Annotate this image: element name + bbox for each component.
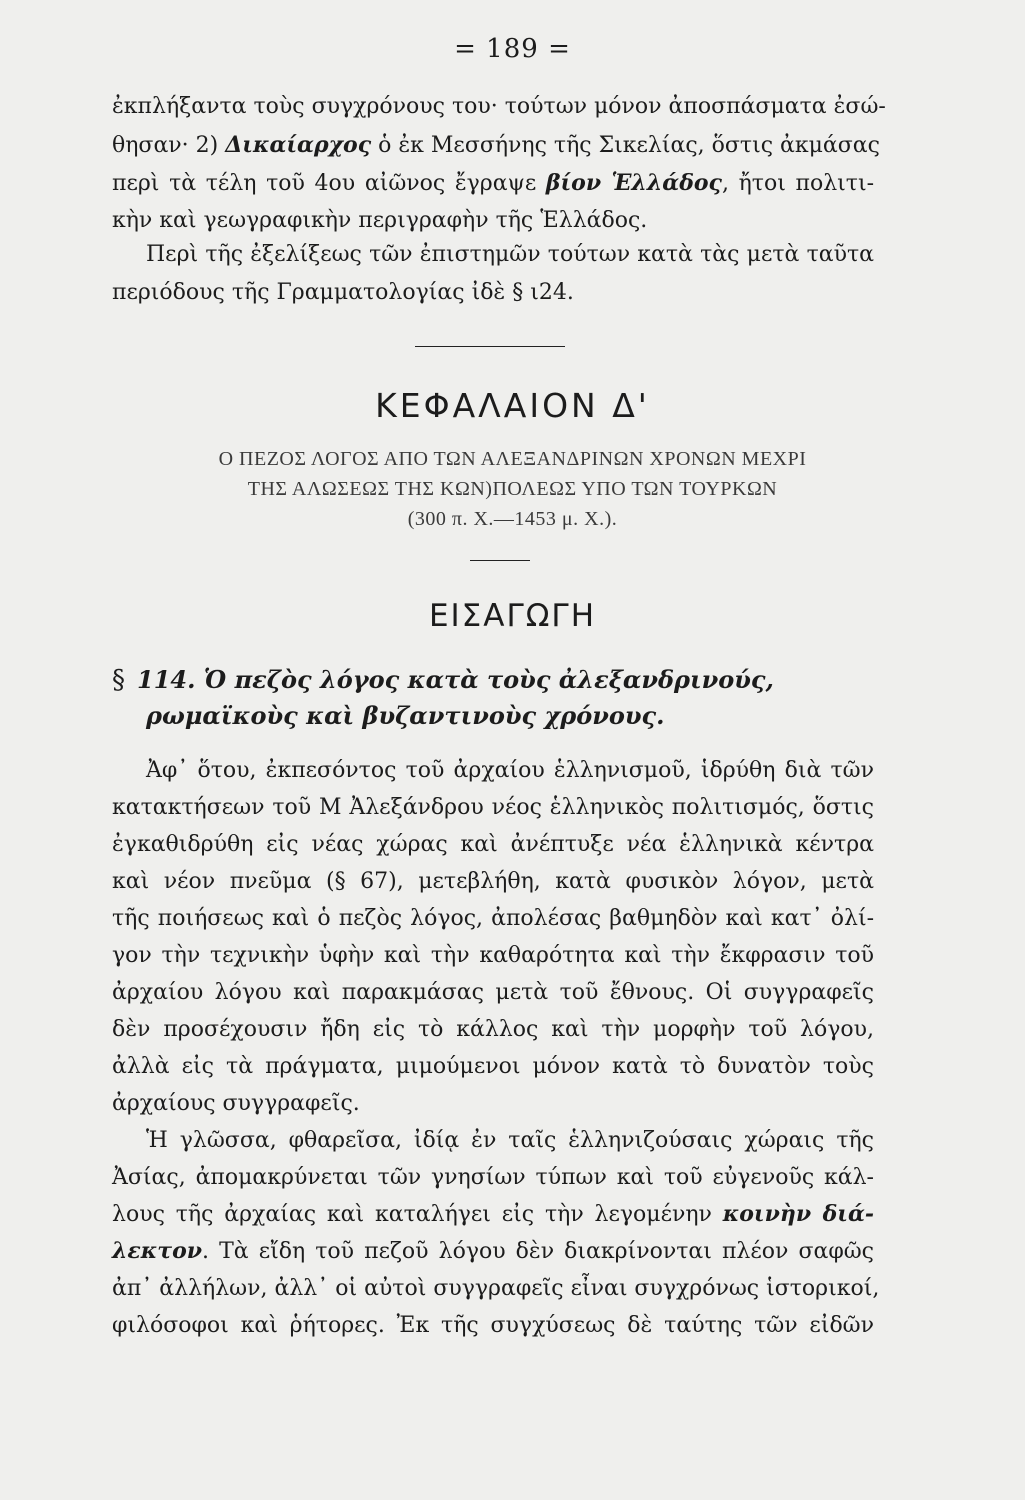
text-run: . Τὰ εἴδη τοῦ πεζοῦ λόγου δὲν διακρίνονται πλέον σαφῶς (202, 1239, 874, 1264)
text-run: ὁ ἐκ Μεσσήνης τῆς Σικελίας, ὅστις ἀκμάσας (371, 133, 880, 158)
text-line: ἀπ᾿ ἀλλήλων, ἀλλ᾿ οἱ αὐτοὶ συγγραφεῖς εἶναι συγχρόνως ἱστορικοί, (112, 1276, 880, 1301)
chapter-subtitle-line: ΤΗΣ ΑΛΩΣΕΩΣ ΤΗΣ ΚΩΝ)ΠΟΛΕΩΣ ΥΠΟ ΤΩΝ ΤΟΥΡΚΩΝ (247, 478, 778, 500)
chapter-date-range: (300 π. Χ.—1453 μ. Χ.). (407, 508, 618, 530)
text-line: κὴν καὶ γεωγραφικὴν περιγραφὴν τῆς Ἑλλάδος. (112, 208, 648, 233)
introduction-title: ΕΙΣΑΓΩΓΗ (428, 598, 597, 634)
text-line: δὲν προσέχουσιν ἤδη εἰς τὸ κάλλος καὶ τὴν μορφὴν τοῦ λόγου, (112, 1017, 874, 1042)
section-heading-line: ρωμαϊκοὺς καὶ βυζαντινοὺς χρόνους. (146, 701, 665, 730)
section-symbol: § (112, 665, 125, 695)
body-paragraph-2 (112, 1122, 880, 1344)
text-run: περὶ τὰ τέλη τοῦ 4ου αἰῶνος ἔγραψε (112, 171, 546, 196)
emphasis-koine: κοινὴν διά- (722, 1201, 874, 1227)
second-paragraph (112, 236, 874, 312)
text-line (112, 126, 880, 164)
text-line (112, 1233, 874, 1270)
chapter-subtitle-line: Ο ΠΕΖΟΣ ΛΟΓΟΣ ΑΠΟ ΤΩΝ ΑΛΕΞΑΝΔΡΙΝΩΝ ΧΡΟΝΩΝ ΜΕΧΡΙ (218, 448, 807, 470)
text-line: ἐγκαθιδρύθη εἰς νέας χώρας καὶ ἀνέπτυξε νέα ἑλληνικὰ κέντρα (112, 832, 874, 857)
text-line: Ἀφ᾿ ὅτου, ἐκπεσόντος τοῦ ἀρχαίου ἑλληνισμοῦ, ἱδρύθη διὰ τῶν (146, 758, 874, 783)
top-paragraph (112, 88, 886, 240)
section-heading (112, 662, 882, 734)
text-line: κατακτήσεων τοῦ Μ Ἀλεξάνδρου νέος ἑλληνικὸς πολιτισμός, ὅστις (112, 795, 874, 820)
text-line: περιόδους τῆς Γραμματολογίας ἰδὲ § ι24. (112, 280, 574, 305)
emphasis-bios-ellados: βίον Ἑλλάδος (545, 170, 722, 196)
text-line: Περὶ τῆς ἐξελίξεως τῶν ἐπιστημῶν τούτων κατὰ τὰς μετὰ ταῦτα (146, 242, 874, 267)
separator-rule (415, 346, 565, 347)
emphasis-dialekton: λεκτον (112, 1238, 203, 1264)
text-line: ἀλλὰ εἰς τὰ πράγματα, μιμούμενοι μόνον κατὰ τὸ δυνατὸν τοὺς (112, 1054, 874, 1079)
text-line: τῆς ποιήσεως καὶ ὁ πεζὸς λόγος, ἀπολέσας βαθμηδὸν καὶ κατ᾿ ὀλί- (112, 906, 874, 931)
text-run: θησαν· 2) (112, 133, 226, 158)
chapter-title: ΚΕΦΑΛΑΙΟΝ Δ' (375, 386, 650, 425)
text-line (112, 1196, 874, 1233)
section-heading-text: 114. Ὁ πεζὸς λόγος κατὰ τοὺς ἀλεξανδρινούς, (137, 665, 774, 694)
text-line (112, 164, 874, 202)
text-line: καὶ νέον πνεῦμα (§ 67), μετεβλήθη, κατὰ φυσικὸν λόγον, μετὰ (112, 869, 874, 894)
text-line: γον τὴν τεχνικὴν ὑφὴν καὶ τὴν καθαρότητα καὶ τὴν ἔκφρασιν τοῦ (112, 943, 874, 968)
text-run: λους τῆς ἀρχαίας καὶ καταλήγει εἰς τὴν λεγομένην (112, 1202, 723, 1227)
section-heading-line (112, 662, 882, 698)
separator-rule (470, 560, 530, 561)
text-line: Ἡ γλῶσσα, φθαρεῖσα, ἰδίᾳ ἐν ταῖς ἑλληνιζούσαις χώραις τῆς (146, 1128, 874, 1153)
text-line: Ἀσίας, ἀπομακρύνεται τῶν γνησίων τύπων καὶ τοῦ εὐγενοῦς κάλ- (112, 1165, 874, 1190)
text-line: ἐκπλήξαντα τοὺς συγχρόνους του· τούτων μόνον ἀποσπάσματα ἐσώ- (112, 94, 886, 119)
body-paragraph-1 (112, 752, 874, 1122)
text-line: ἀρχαίους συγγραφεῖς. (112, 1091, 360, 1116)
text-line: φιλόσοφοι καὶ ῥήτορες. Ἐκ τῆς συγχύσεως δὲ ταύτης τῶν εἰδῶν (112, 1313, 874, 1338)
text-run: , ἤτοι πολιτι- (721, 171, 875, 196)
page-number: = 189 = (454, 34, 571, 64)
text-line: ἀρχαίου λόγου καὶ παρακμάσας μετὰ τοῦ ἔθνους. Οἱ συγγραφεῖς (112, 980, 874, 1005)
emphasis-dikaiarchos: Δικαίαρχος (225, 132, 372, 158)
